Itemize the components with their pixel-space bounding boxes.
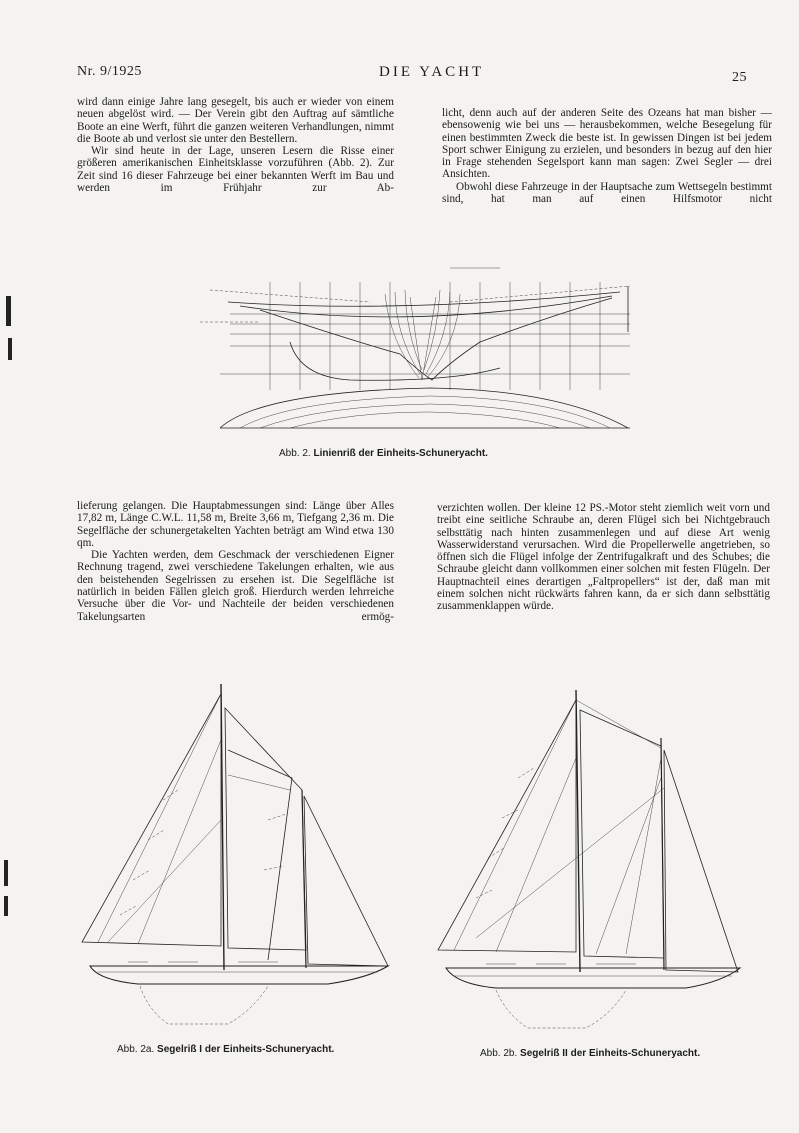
text-column-mid-right	[437, 502, 770, 613]
magazine-title: DIE YACHT	[379, 64, 485, 80]
figure-caption-2a	[117, 1044, 334, 1055]
paragraph: Die Yachten werden, dem Geschmack der verschiedenen Eigner Rechnung tragend, zwei verschiedene Takelungen erhalten, wie aus den beistehenden Segelrissen zu ersehen ist. Die Segelfläche ist natürlich in beiden Fällen gleich groß. Hierdurch werden lehrreiche Versuche über die Vor- und Nachteile der beiden verschiedenen Takelungsarten ermög-	[77, 549, 394, 623]
page-number: 25	[732, 70, 747, 85]
figure-caption-2b	[480, 1048, 700, 1059]
scan-mark	[6, 296, 11, 326]
text-column-mid-left	[77, 500, 394, 623]
sail-plan-1-drawing	[78, 680, 394, 1032]
lines-plan-drawing	[200, 262, 640, 434]
caption-number: Abb. 2a.	[117, 1044, 155, 1055]
scan-mark	[4, 896, 8, 916]
paragraph: verzichten wollen. Der kleine 12 PS.-Motor steht ziemlich weit vorn und treibt eine seitliche Schraube an, deren Flügel sich bei Nichtgebrauch selbsttätig nach hinten zusammenlegen und auf diese Art wenig Wasserwiderstand verursachen. Wird die Propellerwelle angetrieben, so öffnen sich die Flügel infolge der Zentrifugalkraft und des Schubes; die Schraube gleicht dann vollkommen einer solchen mit festen Flügeln. Der Hauptnachteil eines derartigen „Faltpropellers“ ist der, daß man mit einem solchen nicht rückwärts fahren kann, da er sich dann selbsttätig zusammenklappen würde.	[437, 502, 770, 613]
scan-mark	[8, 338, 12, 360]
sail-plan-2-drawing	[436, 688, 746, 1038]
caption-number: Abb. 2.	[279, 448, 311, 459]
caption-title: Linienriß der Einheits-Schuneryacht.	[313, 448, 488, 459]
paragraph: licht, denn auch auf der anderen Seite des Ozeans hat man bisher — ebensowenig wie bei uns — herausbekommen, welche Besegelung für einen bestimmten Zweck die beste ist. In gewissen Dingen ist bei jedem Sport schwer Einigung zu erzielen, und besonders in bezug auf den hier in Frage stehenden Segelsport kann man sagen: Zwei Segler — drei Ansichten.	[442, 107, 772, 181]
caption-title: Segelriß II der Einheits-Schuneryacht.	[520, 1048, 701, 1059]
text-column-top-right	[442, 107, 772, 205]
paragraph: Obwohl diese Fahrzeuge in der Hauptsache zum Wettsegeln bestimmt sind, hat man auf einen Hilfsmotor nicht	[442, 180, 772, 206]
scan-mark	[4, 860, 8, 886]
figure-caption-2	[279, 448, 488, 459]
caption-title: Segelriß I der Einheits-Schuneryacht.	[157, 1044, 335, 1055]
issue-number: Nr. 9/1925	[77, 64, 142, 79]
paragraph: wird dann einige Jahre lang gesegelt, bis auch er wieder von einem neuen abgelöst wird. — Der Verein gibt den Auftrag auf sämtliche Boote an eine Werft, führt die ganzen weiteren Verhandlungen, nimmt die Boote ab und verlost sie unter den Bestellern.	[77, 96, 394, 145]
caption-number: Abb. 2b.	[480, 1048, 518, 1059]
text-column-top-left	[77, 96, 394, 194]
paragraph: lieferung gelangen. Die Hauptabmessungen sind: Länge über Alles 17,82 m, Länge C.W.L. 11,58 m, Breite 3,66 m, Tiefgang 2,36 m. Die Segelfläche der schunergetakelten Yachten beträgt am Wind etwa 130 qm.	[77, 500, 394, 549]
paragraph: Wir sind heute in der Lage, unseren Lesern die Risse einer größeren amerikanischen Einheitsklasse vorzuführen (Abb. 2). Zur Zeit sind 16 dieser Fahrzeuge bei einer bekannten Werft im Bau und werden im Frühjahr zur Ab-	[77, 145, 394, 195]
